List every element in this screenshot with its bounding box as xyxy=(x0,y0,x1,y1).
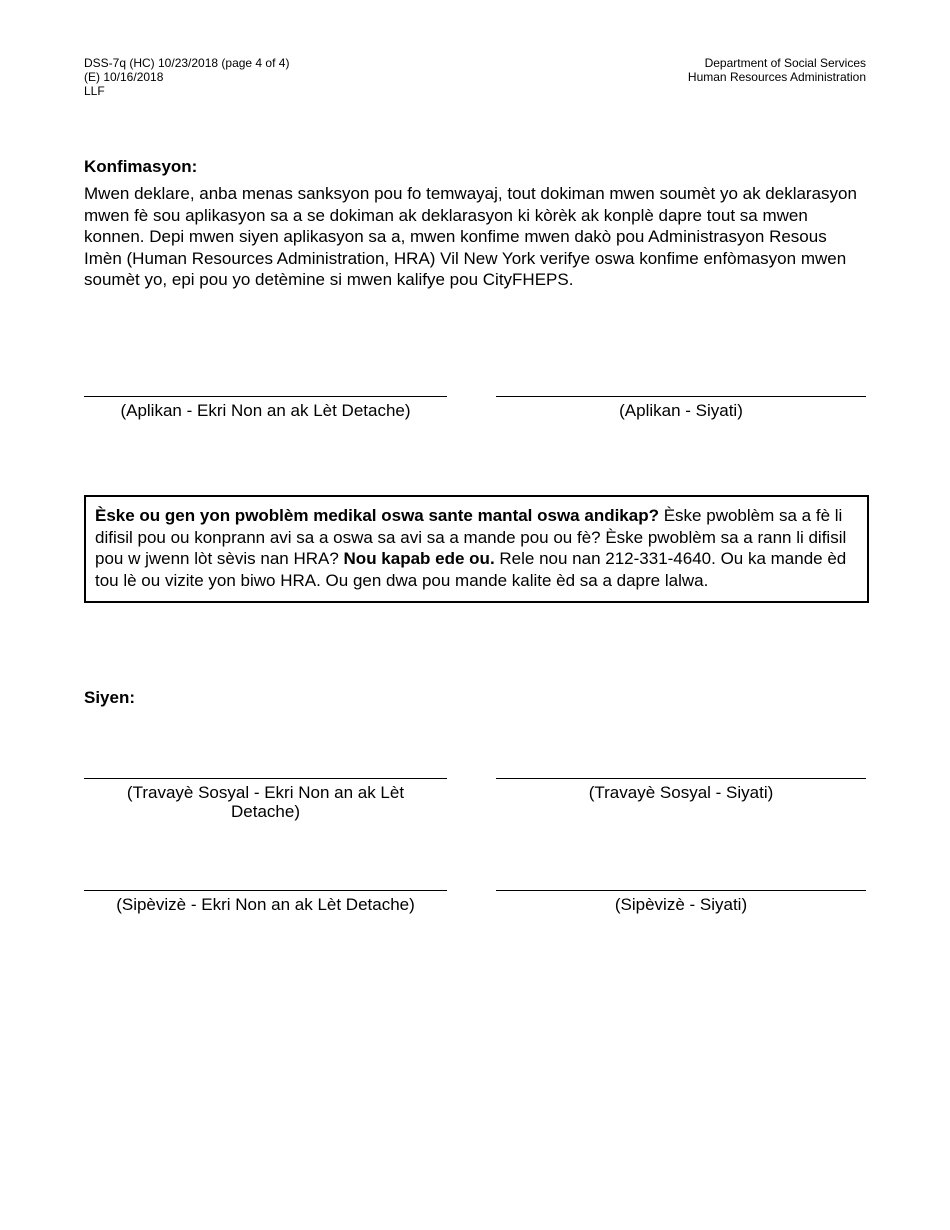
english-date: (E) 10/16/2018 xyxy=(84,70,164,84)
supervisor-name-line[interactable] xyxy=(84,890,447,891)
agency-block xyxy=(688,56,866,84)
notice-text-1: Èske pwoblèm sa a fè li difisil pou ou konprann avi sa a oswa sa avi sa a mande pou ou fè? Èske pwoblèm sa a rann li difisil pou w jwenn lòt sèvis nan HRA? xyxy=(95,506,847,568)
worker-name-line[interactable] xyxy=(84,778,447,779)
applicant-signature-line[interactable] xyxy=(496,396,866,397)
worker-signature-line[interactable] xyxy=(496,778,866,779)
applicant-signature-caption: (Aplikan - Siyati) xyxy=(619,401,743,420)
worker-name-caption: (Travayè Sosyal - Ekri Non an ak Lèt Detache) xyxy=(126,783,405,821)
disability-notice-box xyxy=(84,495,869,603)
supervisor-signature-caption: (Sipèvizè - Siyati) xyxy=(614,895,748,914)
confirmation-heading: Konfimasyon: xyxy=(84,157,198,176)
sign-heading: Siyen: xyxy=(84,688,136,707)
agency-name: Human Resources Administration xyxy=(687,70,866,84)
supervisor-name-caption: (Sipèvizè - Ekri Non an ak Lèt Detache) xyxy=(116,895,415,914)
confirmation-text: Mwen deklare, anba menas sanksyon pou fo temwayaj, tout dokiman mwen soumèt yo ak deklarasyon mwen fè sou aplikasyon sa a se dokiman ak deklarasyon ki kòrèk ak konplè dapre tout sa mwen konnen. Depi mwen siyen aplikasyon sa a, mwen konfime mwen dakò pou Administrasyon Resous Imèn (Human Resources Administration, HRA) Vil New York verifye oswa konfime enfòmasyon mwen soumèt yo, epi pou yo detèmine si mwen kalifye pou CityFHEPS. xyxy=(84,184,857,289)
worker-signature-caption: (Travayè Sosyal - Siyati) xyxy=(588,783,774,802)
form-id-block xyxy=(84,56,289,98)
supervisor-signature-line[interactable] xyxy=(496,890,866,891)
notice-lead: Èske ou gen yon pwoblèm medikal oswa sante mantal oswa andikap? xyxy=(95,506,659,525)
notice-text-2: Rele nou nan 212-331-4640. Ou ka mande èd tou lè ou vizite yon biwo HRA. Ou gen dwa pou mande kalite èd sa a dapre lalwa. xyxy=(95,549,847,590)
notice-help: Nou kapab ede ou. xyxy=(343,549,495,568)
department-name: Department of Social Services xyxy=(704,56,866,70)
language-code: LLF xyxy=(84,84,105,98)
applicant-name-caption: (Aplikan - Ekri Non an ak Lèt Detache) xyxy=(120,401,411,420)
form-id: DSS-7q (HC) 10/23/2018 (page 4 of 4) xyxy=(84,56,290,70)
applicant-name-line[interactable] xyxy=(84,396,447,397)
